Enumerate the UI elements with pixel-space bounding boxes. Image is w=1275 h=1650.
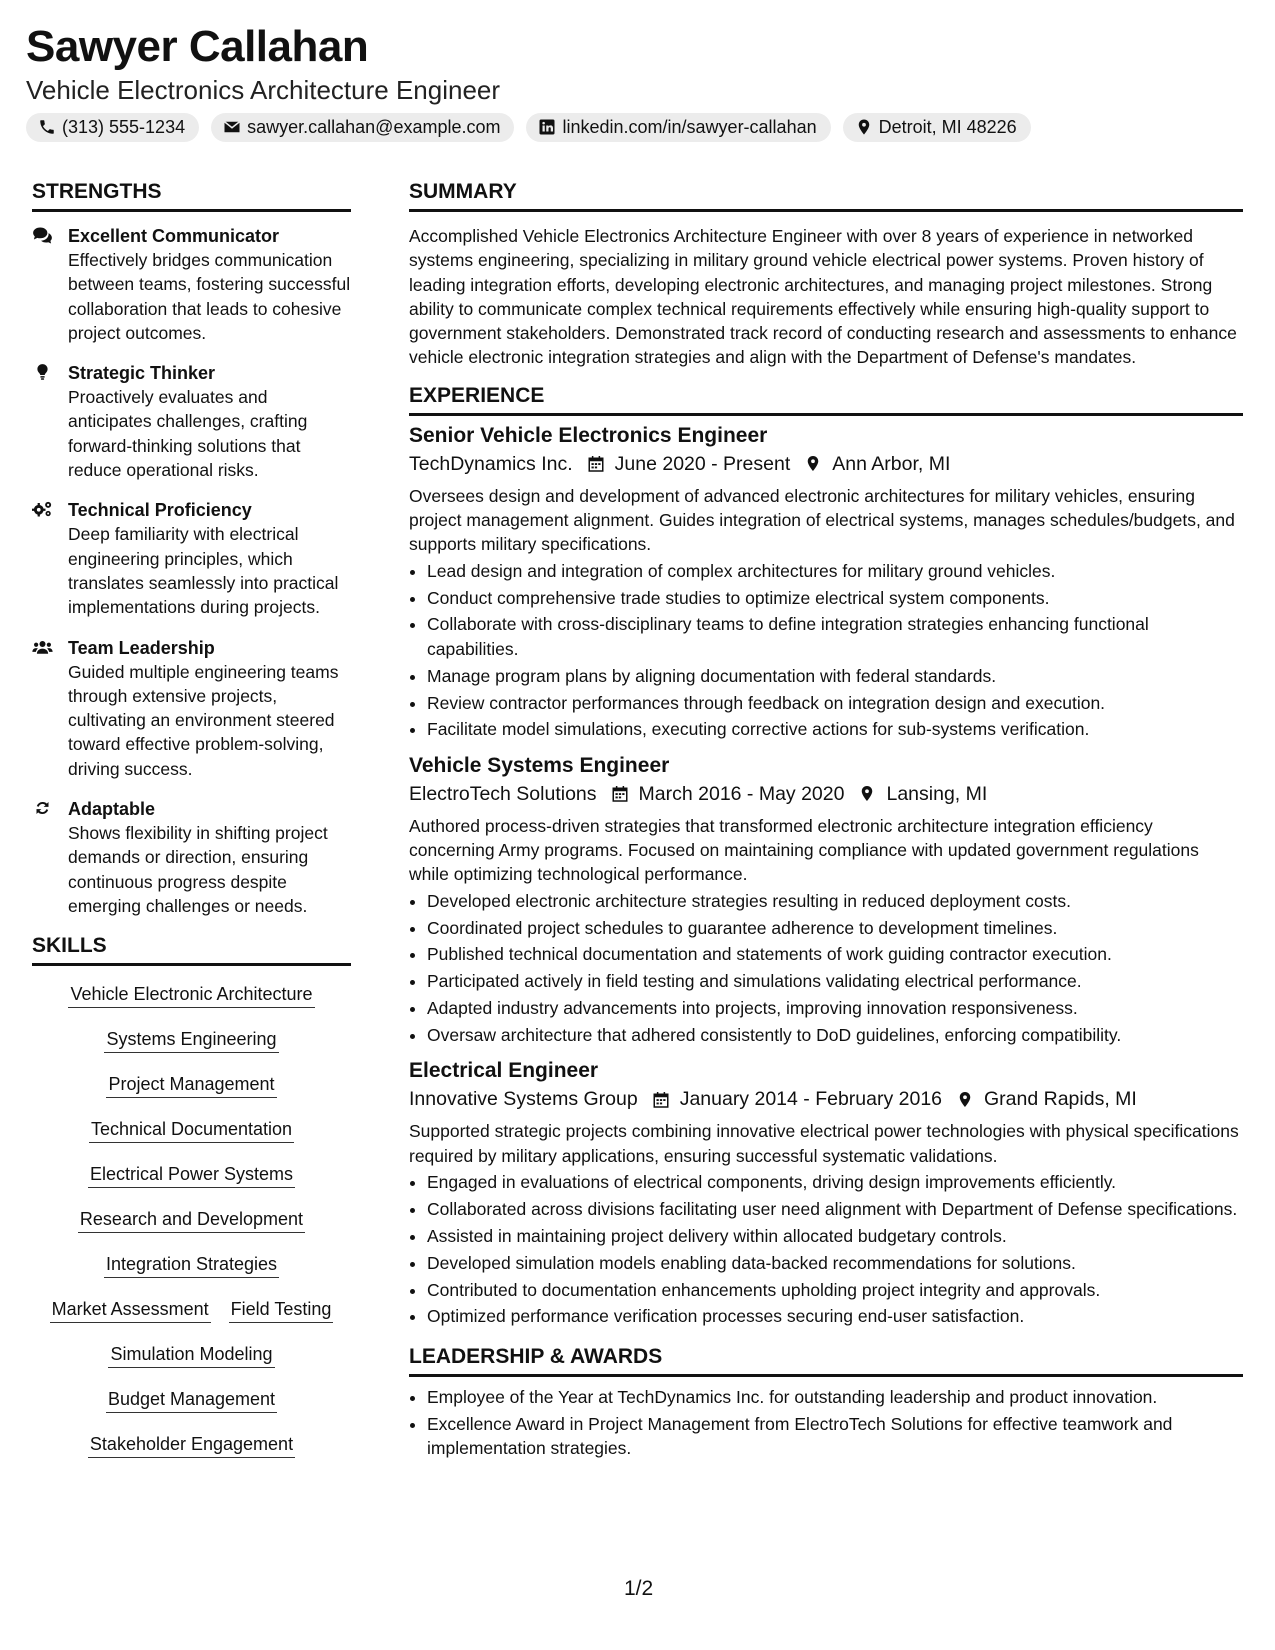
job-entry xyxy=(409,1057,1243,1328)
chat-bubbles-icon xyxy=(32,226,53,244)
job-meta xyxy=(409,450,1243,478)
job-bullets xyxy=(409,559,1243,742)
job-bullet: • Conduct comprehensive trade studies to optimize electrical system components. xyxy=(427,586,1243,610)
job-bullet: • Contributed to documentation enhancements upholding project integrity and approvals. xyxy=(427,1278,1243,1302)
skill-tag: Electrical Power Systems xyxy=(88,1162,295,1188)
left-column xyxy=(32,180,351,1477)
job-bullet: • Oversaw architecture that adhered consistently to DoD guidelines, enforcing compatibility. xyxy=(427,1023,1243,1047)
job-bullet: • Lead design and integration of complex architectures for military ground vehicles. xyxy=(427,559,1243,583)
job-bullet: • Adapted industry advancements into projects, improving innovation responsiveness. xyxy=(427,996,1243,1020)
gears-icon xyxy=(32,500,53,518)
job-meta xyxy=(409,1085,1243,1113)
strength-item xyxy=(32,636,351,781)
contact-location xyxy=(843,113,1031,142)
job-bullet: • Developed simulation models enabling data-backed recommendations for solutions. xyxy=(427,1251,1243,1275)
lightbulb-icon xyxy=(32,363,53,381)
users-icon xyxy=(32,638,53,656)
candidate-title: Vehicle Electronics Architecture Engineer xyxy=(26,75,501,105)
job-bullet: • Facilitate model simulations, executing corrective actions for sub-systems verification. xyxy=(427,717,1243,741)
location-pin-icon xyxy=(858,784,876,803)
job-bullet: • Developed electronic architecture strategies resulting in reduced deployment costs. xyxy=(427,889,1243,913)
skill-tag: Systems Engineering xyxy=(104,1027,278,1053)
strength-description: Proactively evaluates and anticipates challenges, crafting forward-thinking solutions that reduce operational risks. xyxy=(68,387,308,481)
skill-tag: Integration Strategies xyxy=(104,1252,279,1278)
skill-tag: Project Management xyxy=(106,1072,276,1098)
contact-phone-text: (313) 555-1234 xyxy=(62,116,186,137)
strength-title: Technical Proficiency xyxy=(68,500,252,521)
contact-linkedin[interactable] xyxy=(526,113,830,142)
job-dates: June 2020 - Present xyxy=(614,452,791,475)
summary-text: Accomplished Vehicle Electronics Architecture Engineer with over 8 years of experience in networked systems engineering, specializing in military ground vehicle electrical power systems. Proven history of leading integration efforts, developing electronic architectures, and managing project milestones. Strong ability to communicate complex technical requirements effectively while ensuring high-quality support to government stakeholders. Demonstrated track record of conducting research and assessments to enhance vehicle electronic integration strategies and align with the Department of Defense's mandates. xyxy=(409,226,1237,368)
strength-description: Guided multiple engineering teams through extensive projects, cultivating an environment steered toward effective problem-solving, driving success. xyxy=(68,661,339,779)
page-number: 1/2 xyxy=(624,1577,654,1600)
phone-icon xyxy=(38,118,56,136)
job-bullet: • Coordinated project schedules to guarantee adherence to development timelines. xyxy=(427,916,1243,940)
strength-item xyxy=(32,361,351,482)
job-dates: March 2016 - May 2020 xyxy=(638,782,845,805)
contact-phone[interactable] xyxy=(26,113,199,142)
job-company: Innovative Systems Group xyxy=(409,1088,638,1111)
job-bullet: • Published technical documentation and statements of work guiding contractor execution. xyxy=(427,942,1243,966)
job-title: Vehicle Systems Engineer xyxy=(409,753,670,777)
contact-linkedin-text: linkedin.com/in/sawyer-callahan xyxy=(562,116,817,137)
linkedin-icon xyxy=(538,118,556,136)
job-bullet: • Review contractor performances through feedback on integration design and execution. xyxy=(427,691,1243,715)
job-meta xyxy=(409,780,1243,808)
contact-location-text: Detroit, MI 48226 xyxy=(878,116,1017,137)
sync-arrows-icon xyxy=(32,799,53,817)
skills-list xyxy=(32,978,351,1477)
award-item: • Excellence Award in Project Management from ElectroTech Solutions for effective teamwork and implementation strategies. xyxy=(427,1412,1243,1461)
strength-description: Deep familiarity with electrical engineering principles, which translates seamlessly into practical implementations during projects. xyxy=(68,524,339,618)
strength-item xyxy=(32,797,351,918)
job-company: TechDynamics Inc. xyxy=(409,452,573,475)
job-bullet: • Collaborate with cross-disciplinary teams to define integration strategies enhancing functional capabilities. xyxy=(427,612,1243,661)
job-description: Oversees design and development of advanced electronic architectures for military vehicles, ensuring project management alignment. Guides integration of electrical systems, manages schedules/budgets, and supports military specifications. xyxy=(409,485,1235,555)
contact-bar xyxy=(26,113,1031,142)
calendar-icon xyxy=(611,784,629,803)
job-location: Ann Arbor, MI xyxy=(832,452,951,475)
job-description: Authored process-driven strategies that transformed electronic architecture integration efficiency concerning Army programs. Focused on maintaining compliance with updated government regulations while optimizing technological performance. xyxy=(409,815,1199,885)
strength-title: Excellent Communicator xyxy=(68,226,280,246)
leadership-heading: LEADERSHIP & AWARDS xyxy=(409,1345,1243,1377)
job-entry xyxy=(409,752,1243,1048)
leadership-list xyxy=(409,1385,1243,1460)
strength-item xyxy=(32,224,351,345)
strength-title: Strategic Thinker xyxy=(68,363,216,384)
job-company: ElectroTech Solutions xyxy=(409,782,597,805)
strength-description: Shows flexibility in shifting project demands or direction, ensuring continuous progress despite emerging challenges or needs. xyxy=(68,823,328,916)
contact-email[interactable] xyxy=(211,113,514,142)
job-description: Supported strategic projects combining innovative electrical power technologies with physical specifications required by military applications, ensuring successful systematic validations. xyxy=(409,1121,1239,1166)
contact-email-text: sawyer.callahan@example.com xyxy=(247,116,501,137)
strengths-heading: STRENGTHS xyxy=(32,180,351,212)
location-pin-icon xyxy=(804,454,822,473)
candidate-name: Sawyer Callahan xyxy=(26,22,369,71)
skill-tag: Research and Development xyxy=(78,1207,305,1233)
job-bullet: • Manage program plans by aligning documentation with federal standards. xyxy=(427,664,1243,688)
skill-tag: Simulation Modeling xyxy=(108,1342,274,1368)
strength-description: Effectively bridges communication between teams, fostering successful collaboration that leads to cohesive project outcomes. xyxy=(68,250,351,343)
strength-item xyxy=(32,498,351,619)
experience-heading: EXPERIENCE xyxy=(409,384,1243,416)
job-bullet: • Assisted in maintaining project delivery within allocated budgetary controls. xyxy=(427,1224,1243,1248)
strength-title: Adaptable xyxy=(68,799,156,820)
calendar-icon xyxy=(587,454,605,473)
job-title: Electrical Engineer xyxy=(409,1059,599,1083)
skill-tag: Technical Documentation xyxy=(89,1117,294,1143)
job-title: Senior Vehicle Electronics Engineer xyxy=(409,423,768,447)
job-dates: January 2014 - February 2016 xyxy=(679,1088,943,1111)
right-column xyxy=(409,180,1243,1463)
job-bullet: • Optimized performance verification processes securing end-user satisfaction. xyxy=(427,1304,1243,1328)
summary-heading: SUMMARY xyxy=(409,180,1243,212)
job-bullet: • Participated actively in field testing and simulations validating electrical performance. xyxy=(427,969,1243,993)
job-bullet: • Engaged in evaluations of electrical components, driving design improvements efficiently. xyxy=(427,1170,1243,1194)
skills-heading: SKILLS xyxy=(32,934,351,966)
job-bullet: • Collaborated across divisions facilitating user need alignment with Department of Defense specifications. xyxy=(427,1197,1243,1221)
skill-tag: Stakeholder Engagement xyxy=(88,1432,295,1458)
location-pin-icon xyxy=(956,1090,974,1109)
calendar-icon xyxy=(652,1090,670,1109)
skill-tag: Market Assessment xyxy=(50,1297,211,1323)
award-item: • Employee of the Year at TechDynamics Inc. for outstanding leadership and product innovation. xyxy=(427,1385,1243,1409)
email-icon xyxy=(223,118,241,136)
skill-tag: Budget Management xyxy=(106,1387,277,1413)
strength-title: Team Leadership xyxy=(68,637,215,658)
job-location: Lansing, MI xyxy=(886,782,988,805)
skill-tag: Vehicle Electronic Architecture xyxy=(68,982,314,1008)
location-pin-icon xyxy=(855,118,873,136)
job-entry xyxy=(409,422,1243,742)
job-bullets xyxy=(409,889,1243,1048)
skill-tag: Field Testing xyxy=(229,1297,334,1323)
job-bullets xyxy=(409,1170,1243,1329)
job-location: Grand Rapids, MI xyxy=(984,1088,1137,1111)
